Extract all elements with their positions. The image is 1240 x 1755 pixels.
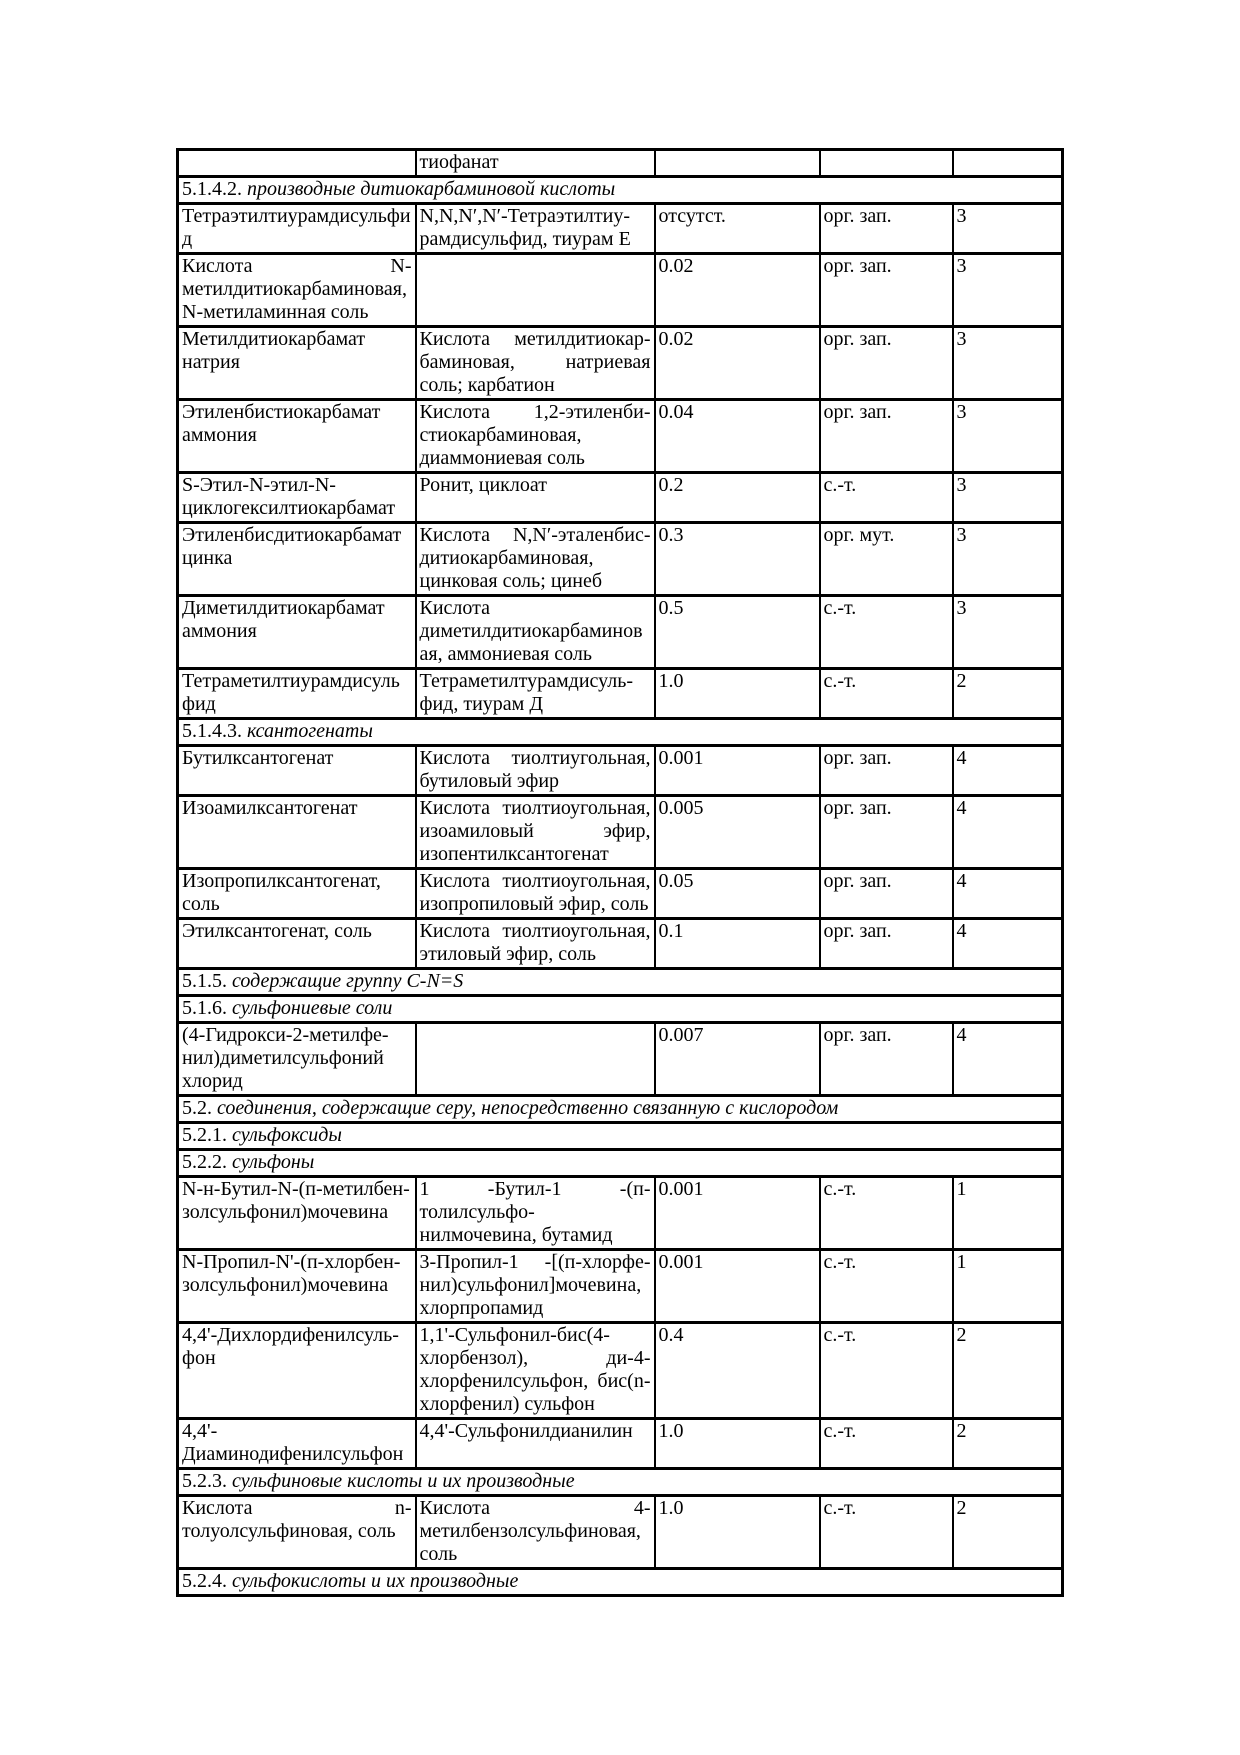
section-number: 5.2.2.: [182, 1151, 227, 1173]
hazard-indicator-cell: орг. зап.: [820, 1023, 953, 1096]
hazard-class-cell: 3: [953, 523, 1063, 596]
section-title: производные дитиокарбаминовой кислоты: [247, 178, 616, 200]
section-row: [178, 1123, 1063, 1150]
substance-row: [178, 796, 1063, 869]
synonym-cell: Кислота метилдитиокар-баминовая, натриевая соль; карбатион: [416, 327, 655, 400]
hazard-indicator-cell: орг. мут.: [820, 523, 953, 596]
substance-name-cell: N-н-Бутил-N-(п-метилбен-золсульфонил)мочевина: [178, 1177, 416, 1250]
section-heading: [178, 1150, 1063, 1177]
substance-row: [178, 473, 1063, 523]
hazard-indicator-cell: с.-т.: [820, 1250, 953, 1323]
section-heading: [178, 1469, 1063, 1496]
substance-name-cell: Тетраэтилтиурамдисульфид: [178, 204, 416, 254]
section-row: [178, 1569, 1063, 1596]
section-title: сульфокислоты и их производные: [232, 1570, 519, 1592]
section-number: 5.1.4.2.: [182, 178, 242, 200]
section-number: 5.2.: [182, 1097, 212, 1119]
hazard-indicator-cell: орг. зап.: [820, 796, 953, 869]
section-heading: [178, 996, 1063, 1023]
hazard-indicator-cell: орг. зап.: [820, 400, 953, 473]
section-row: [178, 719, 1063, 746]
mpc-value-cell: 0.5: [655, 596, 820, 669]
mpc-value-cell: 0.04: [655, 400, 820, 473]
mpc-value-cell: 0.05: [655, 869, 820, 919]
section-number: 5.2.3.: [182, 1470, 227, 1492]
section-row: [178, 1096, 1063, 1123]
mpc-value-cell: 0.001: [655, 1250, 820, 1323]
hazard-indicator-cell: орг. зап.: [820, 919, 953, 969]
hazard-class-cell: 4: [953, 869, 1063, 919]
hazard-class-cell: 1: [953, 1177, 1063, 1250]
hazard-class-cell: 4: [953, 919, 1063, 969]
hazard-indicator-cell: орг. зап.: [820, 254, 953, 327]
hazard-indicator-cell: орг. зап.: [820, 746, 953, 796]
section-title: содержащие группу C-N=S: [232, 970, 464, 992]
substance-row: [178, 204, 1063, 254]
section-heading: [178, 177, 1063, 204]
section-heading: [178, 1123, 1063, 1150]
hazard-indicator-cell: [820, 150, 953, 177]
mpc-value-cell: 0.02: [655, 254, 820, 327]
hazard-indicator-cell: с.-т.: [820, 473, 953, 523]
section-number: 5.2.1.: [182, 1124, 227, 1146]
mpc-value-cell: 0.001: [655, 1177, 820, 1250]
substance-row: [178, 746, 1063, 796]
section-title: сульфоксиды: [232, 1124, 342, 1146]
substance-name-cell: 4,4'-Диаминодифенилсульфон: [178, 1419, 416, 1469]
substance-name-cell: Изопропилксантогенат, соль: [178, 869, 416, 919]
synonym-cell: 1,1'-Сульфонил-бис(4-хлорбензол), ди-4-хлорфенилсульфон, бис(n-хлорфенил) сульфон: [416, 1323, 655, 1419]
synonym-cell: 3-Пропил-1 -[(п-хлорфе-нил)сульфонил]мочевина, хлорпропамид: [416, 1250, 655, 1323]
substance-name-cell: Изоамилксантогенат: [178, 796, 416, 869]
mpc-value-cell: 0.2: [655, 473, 820, 523]
substance-row: [178, 919, 1063, 969]
synonym-cell: Кислота тиолтиугольная, бутиловый эфир: [416, 746, 655, 796]
substance-name-cell: (4-Гидрокси-2-метилфе-нил)диметилсульфоний хлорид: [178, 1023, 416, 1096]
substance-name-cell: Кислота n-толуолсульфиновая, соль: [178, 1496, 416, 1569]
mpc-value-cell: 0.1: [655, 919, 820, 969]
substance-row: [178, 1419, 1063, 1469]
synonym-cell: тиофанат: [416, 150, 655, 177]
substance-row: [178, 150, 1063, 177]
hazard-class-cell: 4: [953, 1023, 1063, 1096]
synonym-cell: Кислота 1,2-этиленби-стиокарбаминовая, диаммониевая соль: [416, 400, 655, 473]
hazard-indicator-cell: с.-т.: [820, 1323, 953, 1419]
synonym-cell: [416, 254, 655, 327]
mpc-value-cell: 0.4: [655, 1323, 820, 1419]
synonym-cell: Кислота тиолтиоугольная, изопропиловый эфир, соль: [416, 869, 655, 919]
hazard-indicator-cell: с.-т.: [820, 1496, 953, 1569]
hazard-indicator-cell: с.-т.: [820, 669, 953, 719]
mpc-value-cell: 0.007: [655, 1023, 820, 1096]
synonym-cell: Кислота 4-метилбензолсульфиновая, соль: [416, 1496, 655, 1569]
section-heading: [178, 719, 1063, 746]
hazard-class-cell: [953, 150, 1063, 177]
hazard-class-cell: 3: [953, 327, 1063, 400]
substance-row: [178, 669, 1063, 719]
hazard-indicator-cell: орг. зап.: [820, 204, 953, 254]
synonym-cell: 1 -Бутил-1 -(п-толилсульфо-нилмочевина, бутамид: [416, 1177, 655, 1250]
hazard-class-cell: 4: [953, 746, 1063, 796]
mpc-value-cell: [655, 150, 820, 177]
synonym-cell: [416, 1023, 655, 1096]
substance-row: [178, 400, 1063, 473]
mpc-value-cell: 1.0: [655, 669, 820, 719]
mpc-value-cell: 0.005: [655, 796, 820, 869]
substance-row: [178, 1250, 1063, 1323]
section-row: [178, 177, 1063, 204]
substance-name-cell: Этиленбистиокарбамат аммония: [178, 400, 416, 473]
hazard-class-cell: 3: [953, 473, 1063, 523]
mpc-value-cell: 0.001: [655, 746, 820, 796]
section-title: сульфониевые соли: [232, 997, 393, 1019]
hazard-class-cell: 3: [953, 254, 1063, 327]
section-title: сульфиновые кислоты и их производные: [232, 1470, 575, 1492]
section-row: [178, 1150, 1063, 1177]
hazard-class-cell: 3: [953, 400, 1063, 473]
synonym-cell: Кислота N,N′-эталенбис-дитиокарбаминовая, цинковая соль; цинеб: [416, 523, 655, 596]
section-heading: [178, 969, 1063, 996]
mpc-value-cell: 0.02: [655, 327, 820, 400]
hazard-indicator-cell: с.-т.: [820, 596, 953, 669]
substance-row: [178, 596, 1063, 669]
synonym-cell: Тетраметилтурамдисуль-фид, тиурам Д: [416, 669, 655, 719]
section-number: 5.1.6.: [182, 997, 227, 1019]
substance-row: [178, 1023, 1063, 1096]
substance-row: [178, 1496, 1063, 1569]
mpc-value-cell: 1.0: [655, 1496, 820, 1569]
substance-name-cell: Этиленбисдитиокарбамат цинка: [178, 523, 416, 596]
synonym-cell: Ронит, циклоат: [416, 473, 655, 523]
section-number: 5.2.4.: [182, 1570, 227, 1592]
section-heading: [178, 1569, 1063, 1596]
substance-name-cell: Диметилдитиокарбамат аммония: [178, 596, 416, 669]
section-row: [178, 996, 1063, 1023]
synonym-cell: Кислота тиолтиоугольная, этиловый эфир, соль: [416, 919, 655, 969]
hazard-class-cell: 2: [953, 1496, 1063, 1569]
substance-name-cell: 4,4'-Дихлордифенилсуль-фон: [178, 1323, 416, 1419]
substance-row: [178, 1323, 1063, 1419]
substance-row: [178, 523, 1063, 596]
hazard-indicator-cell: орг. зап.: [820, 869, 953, 919]
substance-name-cell: S-Этил-N-этил-N-циклогексилтиокарбамат: [178, 473, 416, 523]
substance-name-cell: Тетраметилтиурамдисульфид: [178, 669, 416, 719]
section-row: [178, 1469, 1063, 1496]
hazard-class-cell: 4: [953, 796, 1063, 869]
substance-row: [178, 327, 1063, 400]
substance-row: [178, 1177, 1063, 1250]
substance-row: [178, 869, 1063, 919]
section-heading: [178, 1096, 1063, 1123]
synonym-cell: 4,4'-Сульфонилдианилин: [416, 1419, 655, 1469]
substance-name-cell: [178, 150, 416, 177]
substance-name-cell: Кислота N-метилдитиокарбаминовая, N-метиламинная соль: [178, 254, 416, 327]
mpc-value-cell: 1.0: [655, 1419, 820, 1469]
section-row: [178, 969, 1063, 996]
hazard-indicator-cell: с.-т.: [820, 1419, 953, 1469]
hazard-class-cell: 3: [953, 596, 1063, 669]
synonym-cell: N,N,N′,N′-Тетраэтилтиу-рамдисульфид, тиурам Е: [416, 204, 655, 254]
section-title: соединения, содержащие серу, непосредственно связанную с кислородом: [217, 1097, 839, 1119]
substance-name-cell: Бутилксантогенат: [178, 746, 416, 796]
hazard-class-cell: 2: [953, 1419, 1063, 1469]
synonym-cell: Кислота диметилдитиокарбаминовая, аммониевая соль: [416, 596, 655, 669]
hazard-indicator-cell: с.-т.: [820, 1177, 953, 1250]
mpc-table-body: [178, 150, 1063, 1596]
hazard-class-cell: 2: [953, 1323, 1063, 1419]
substances-mpc-table: [176, 148, 1064, 1597]
substance-name-cell: N-Пропил-N'-(п-хлорбен-золсульфонил)мочевина: [178, 1250, 416, 1323]
hazard-class-cell: 2: [953, 669, 1063, 719]
substance-name-cell: Этилксантогенат, соль: [178, 919, 416, 969]
hazard-indicator-cell: орг. зап.: [820, 327, 953, 400]
hazard-class-cell: 3: [953, 204, 1063, 254]
substance-row: [178, 254, 1063, 327]
mpc-value-cell: 0.3: [655, 523, 820, 596]
hazard-class-cell: 1: [953, 1250, 1063, 1323]
section-number: 5.1.5.: [182, 970, 227, 992]
synonym-cell: Кислота тиолтиоугольная, изоамиловый эфир, изопентилксантогенат: [416, 796, 655, 869]
section-number: 5.1.4.3.: [182, 720, 242, 742]
section-title: ксантогенаты: [247, 720, 373, 742]
section-title: сульфоны: [232, 1151, 315, 1173]
substance-name-cell: Метилдитиокарбамат натрия: [178, 327, 416, 400]
mpc-value-cell: отсутст.: [655, 204, 820, 254]
